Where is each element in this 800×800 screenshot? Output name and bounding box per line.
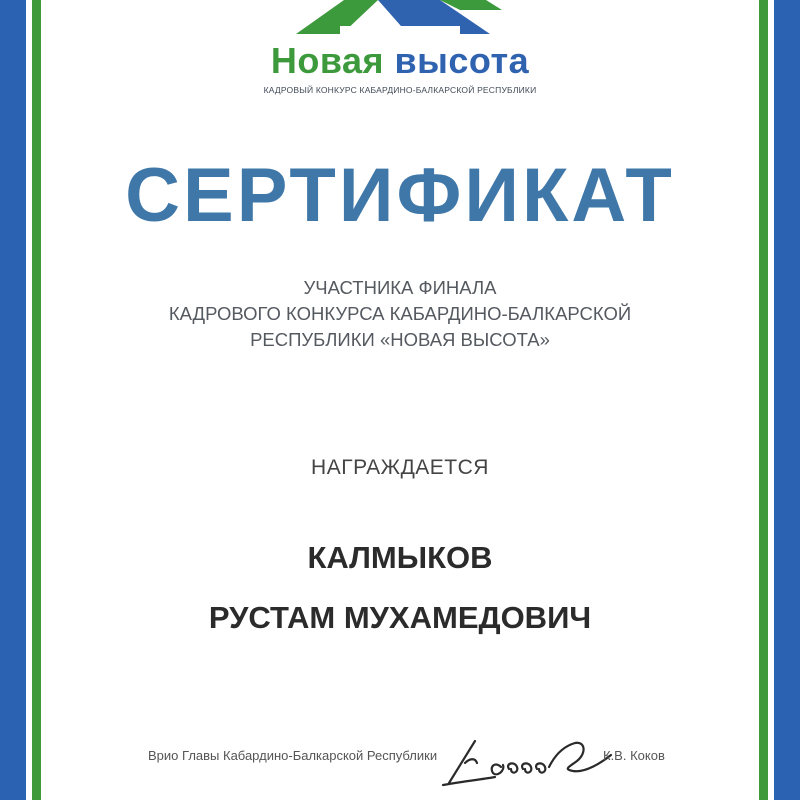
left-green-border	[32, 0, 41, 800]
awarded-label: НАГРАЖДАЕТСЯ	[311, 456, 489, 479]
logo-wordmark	[0, 40, 800, 82]
subtitle-line: КАДРОВОГО КОНКУРСА КАБАРДИНО-БАЛКАРСКОЙ	[168, 303, 632, 324]
signature-icon	[435, 733, 615, 787]
recipient-surname: КАЛМЫКОВ	[307, 540, 493, 575]
certificate-title: СЕРТИФИКАТ	[125, 153, 675, 238]
certificate-subtitle	[0, 275, 800, 353]
signatory-position: Врио Главы Кабардино-Балкарской Республики	[148, 748, 438, 763]
left-blue-border	[0, 0, 26, 800]
mountain-triangle-icon	[290, 0, 510, 36]
subtitle-line: РЕСПУБЛИКИ «НОВАЯ ВЫСОТА»	[250, 329, 550, 350]
signatory-name: К.В. Коков	[603, 748, 665, 763]
right-blue-border	[774, 0, 800, 800]
right-green-border	[759, 0, 768, 800]
recipient-given-names: РУСТАМ МУХАМЕДОВИЧ	[208, 600, 592, 635]
subtitle-line: УЧАСТНИКА ФИНАЛА	[303, 277, 497, 298]
logo-word-1: Новая	[270, 40, 384, 81]
logo-word-2: высота	[394, 40, 530, 81]
logo-subtitle: КАДРОВЫЙ КОНКУРС КАБАРДИНО-БАЛКАРСКОЙ РЕСПУБЛИКИ	[263, 85, 537, 95]
